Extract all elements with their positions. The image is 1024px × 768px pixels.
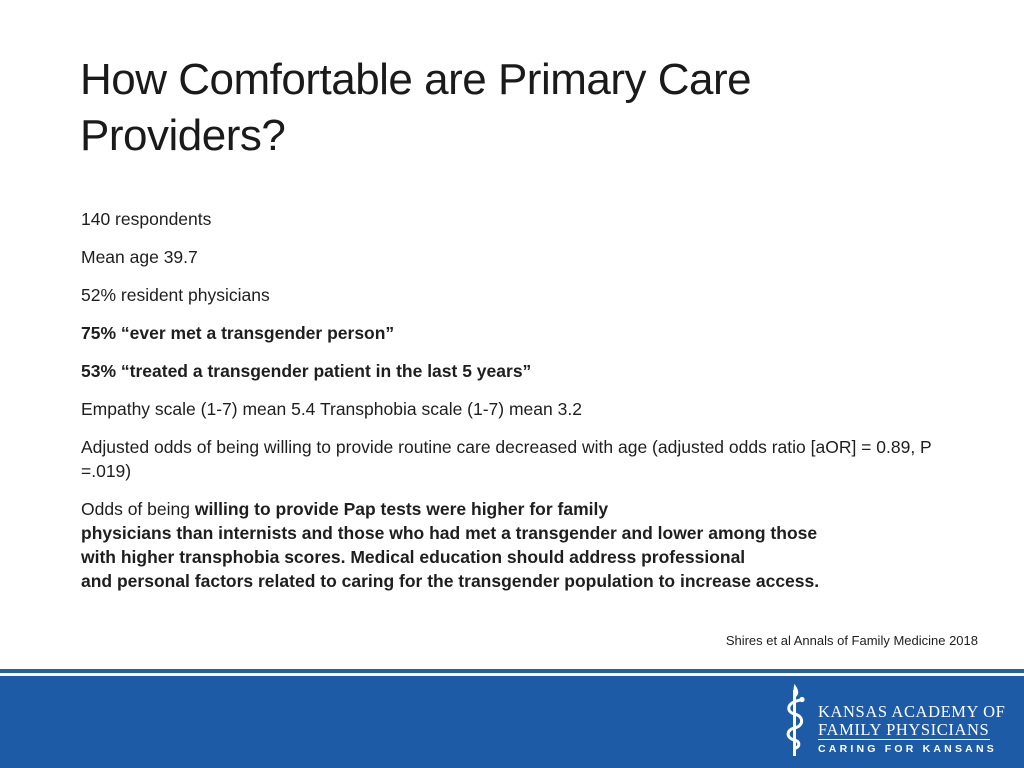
bullet-treated-transgender: 53% “treated a transgender patient in the last 5 years” xyxy=(81,361,532,381)
caduceus-icon xyxy=(778,684,812,760)
bullet-pap-tests xyxy=(81,497,941,593)
pap-bold-line4: and personal factors related to caring for the transgender population to increase access. xyxy=(81,571,820,591)
org-name-line1: KANSAS ACADEMY OF xyxy=(818,702,1006,721)
logo-rule xyxy=(818,739,990,740)
footer-divider xyxy=(0,669,1024,673)
citation: Shires et al Annals of Family Medicine 2018 xyxy=(725,633,978,648)
bullet-met-transgender: 75% “ever met a transgender person” xyxy=(81,323,395,343)
bullet-resident-physicians: 52% resident physicians xyxy=(81,285,270,305)
bullet-adjusted-odds: Adjusted odds of being willing to provide routine care decreased with age (adjusted odds ratio [aOR] = 0.89, P =.019) xyxy=(81,437,932,481)
org-tagline: CARING FOR KANSANS xyxy=(818,743,997,755)
pap-bold-line2: physicians than internists and those who had met a transgender and lower among those xyxy=(81,523,818,543)
bullet-scales: Empathy scale (1-7) mean 5.4 Transphobia scale (1-7) mean 3.2 xyxy=(81,399,582,419)
slide-body xyxy=(81,207,941,607)
bullet-respondents: 140 respondents xyxy=(81,209,212,229)
pap-bold-line3: with higher transphobia scores. Medical education should address professional xyxy=(81,547,746,567)
pap-lead: Odds of being xyxy=(81,499,195,519)
pap-bold-line1: willing to provide Pap tests were higher for family xyxy=(194,499,609,519)
kafp-logo xyxy=(778,684,1006,760)
bullet-mean-age: Mean age 39.7 xyxy=(81,247,198,267)
org-name-line2: FAMILY PHYSICIANS xyxy=(818,720,990,739)
slide-title: How Comfortable are Primary Care Providers? xyxy=(80,55,752,160)
